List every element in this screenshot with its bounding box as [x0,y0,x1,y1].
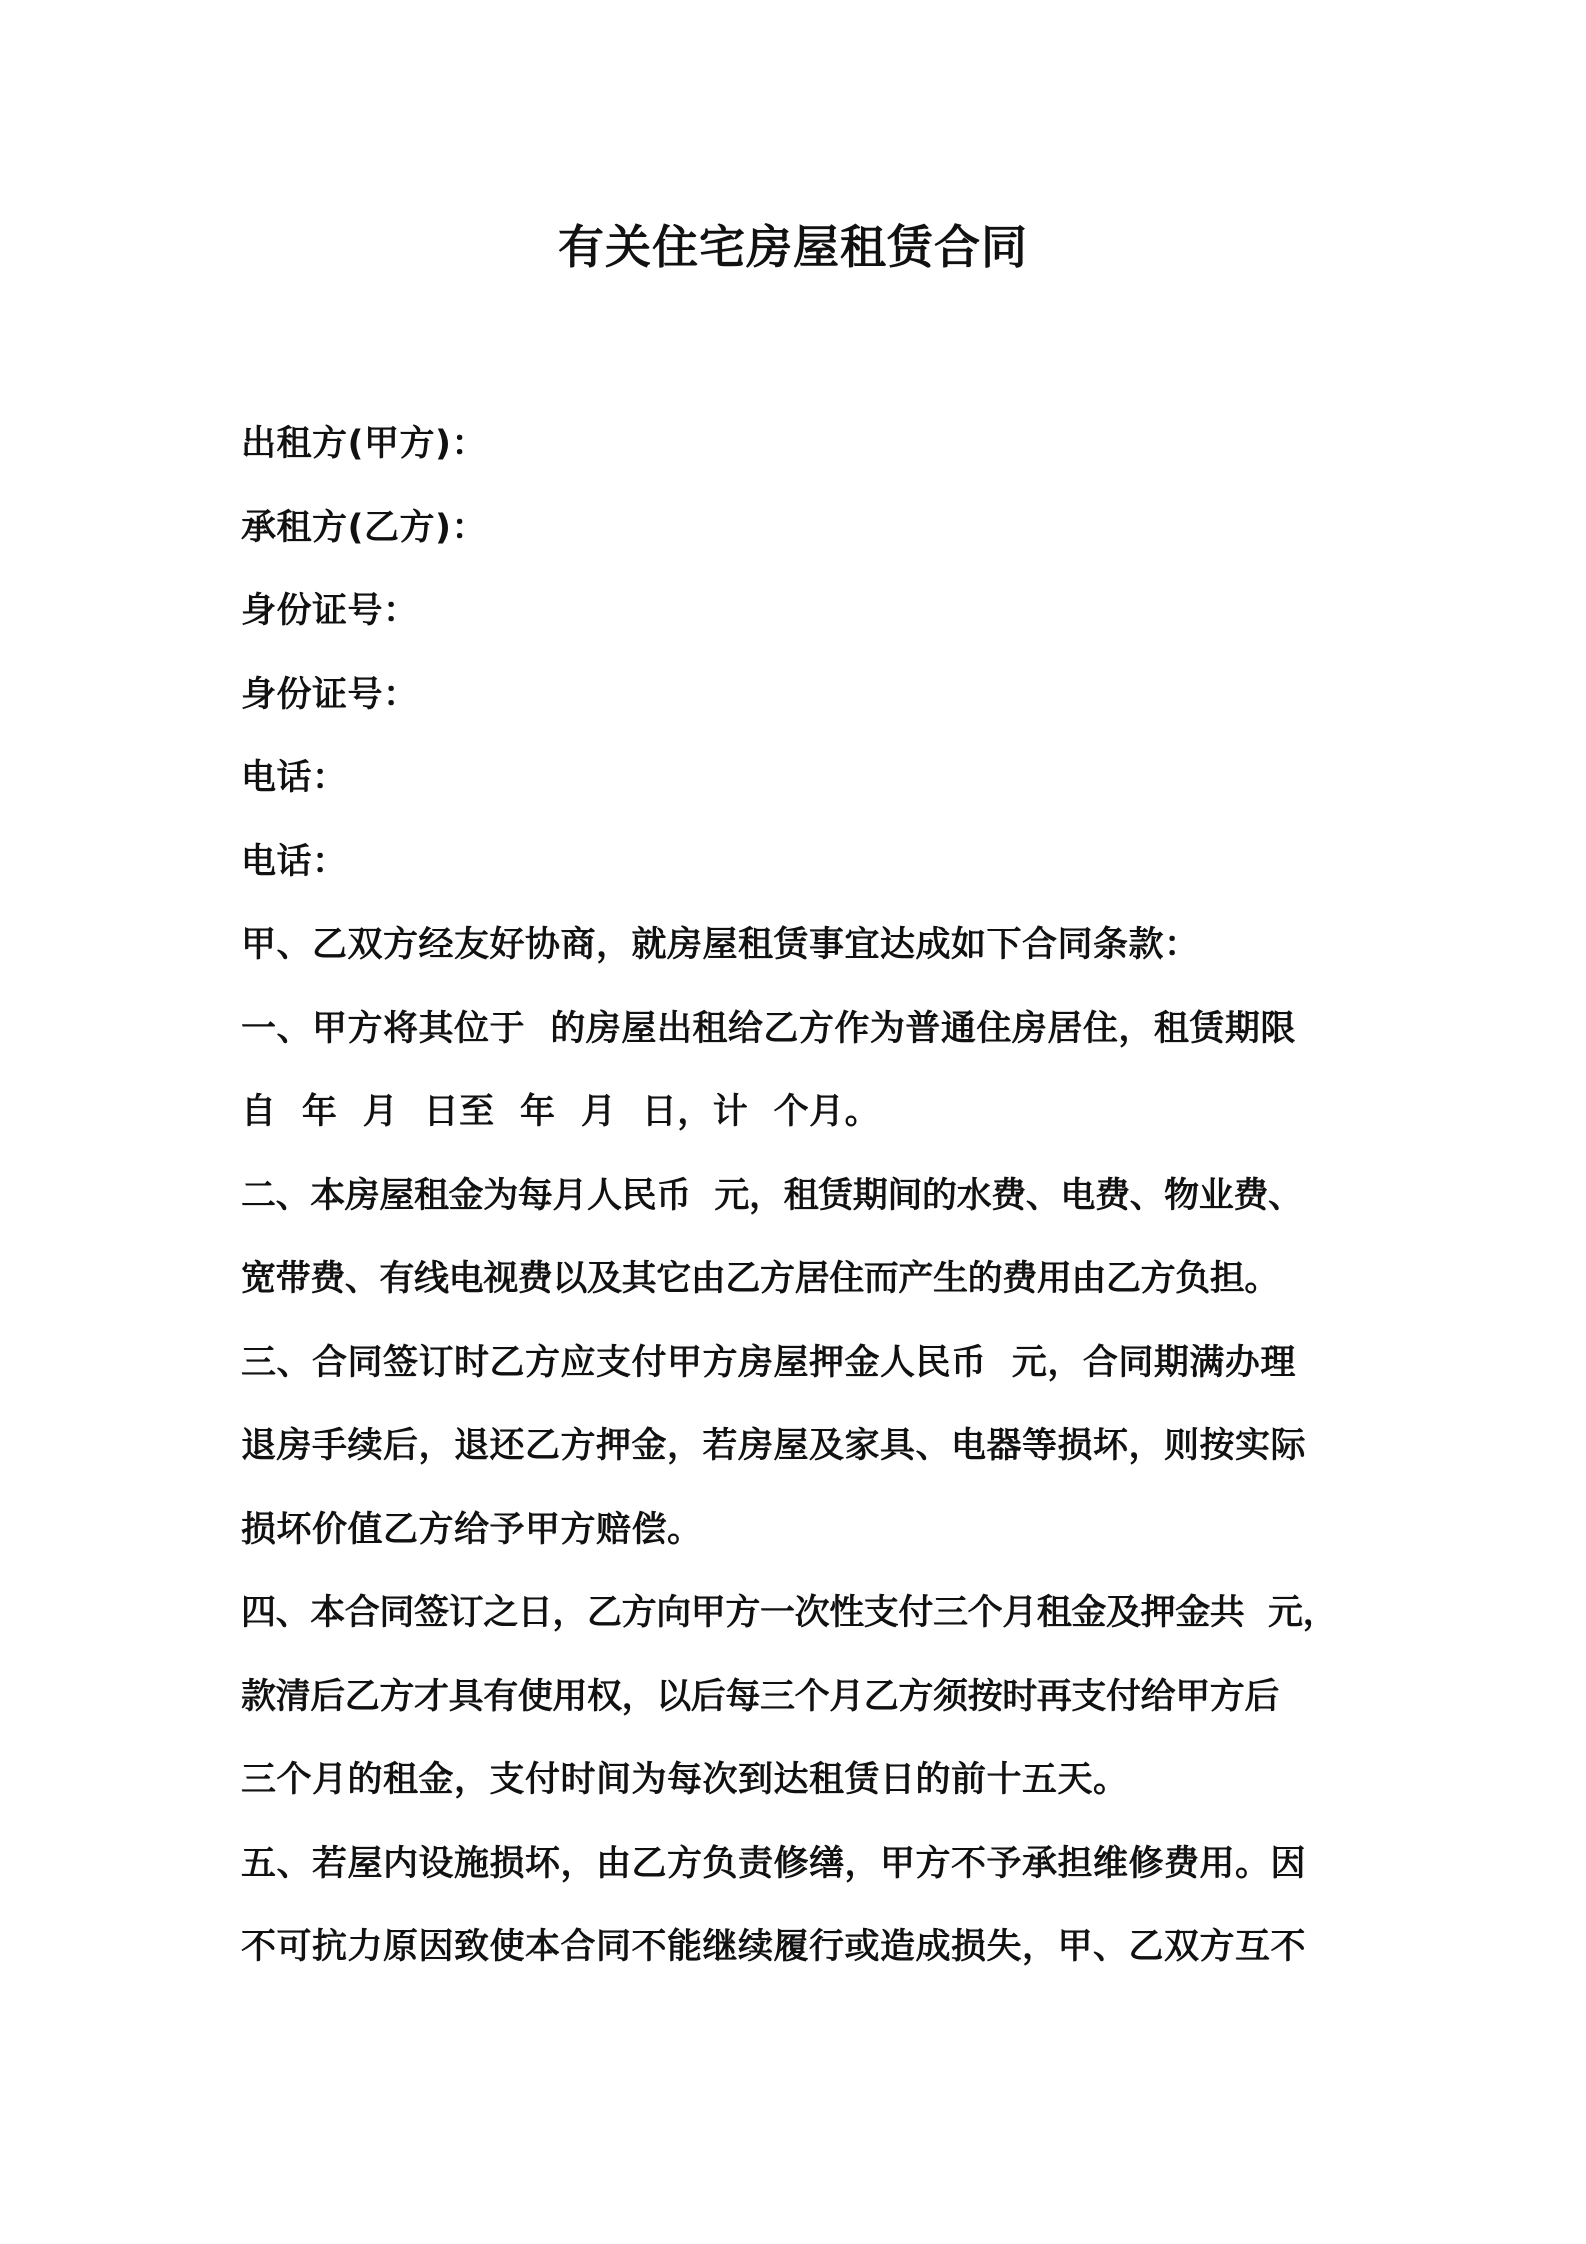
document-body [241,403,1366,1990]
clause-5-line: 不可抗力原因致使本合同不能继续履行或造成损失，甲、乙双方互不 [241,1927,1307,1967]
clause-5-line: 五、若屋内设施损坏，由乙方负责修缮，甲方不予承担维修费用。因 [241,1843,1307,1884]
clause-3-line: 损坏价值乙方给予甲方赔偿。 [241,1509,703,1550]
id-number-field-label: 身份证号： [241,591,419,631]
phone-field-label: 电话： [241,841,348,882]
phone-field-label: 电话： [241,758,348,798]
intro-paragraph: 甲、乙双方经友好协商，就房屋租赁事宜达成如下合同条款： [241,925,1200,965]
clause-2-line: 宽带费、有线电视费以及其它由乙方居住而产生的费用由乙方负担。 [241,1259,1280,1299]
id-number-field-label: 身份证号： [241,674,419,715]
document-title: 有关住宅房屋租赁合同 [558,220,1028,274]
lessee-field-label: 承租方(乙方)： [241,507,487,548]
clause-3-line: 退房手续后，退还乙方押金，若房屋及家具、电器等损坏，则按实际 [241,1426,1307,1466]
clause-4-line: 四、本合同签订之日，乙方向甲方一次性支付三个月租金及押金共 元， [241,1593,1338,1633]
clause-3-line: 三、合同签订时乙方应支付甲方房屋押金人民币 元，合同期满办理 [241,1342,1296,1383]
clause-1-line: 自 年 月 日至 年 月 日，计 个月。 [241,1092,881,1132]
clause-4-line: 款清后乙方才具有使用权，以后每三个月乙方须按时再支付给甲方后 [241,1676,1280,1717]
lessor-field-label: 出租方(甲方)： [241,424,487,464]
clause-1-line: 一、甲方将其位于 的房屋出租给乙方作为普通住房居住，租赁期限 [241,1008,1296,1049]
clause-4-line: 三个月的租金，支付时间为每次到达租赁日的前十五天。 [241,1760,1129,1800]
clause-2-line: 二、本房屋租金为每月人民币 元，租赁期间的水费、电费、物业费、 [241,1175,1303,1216]
